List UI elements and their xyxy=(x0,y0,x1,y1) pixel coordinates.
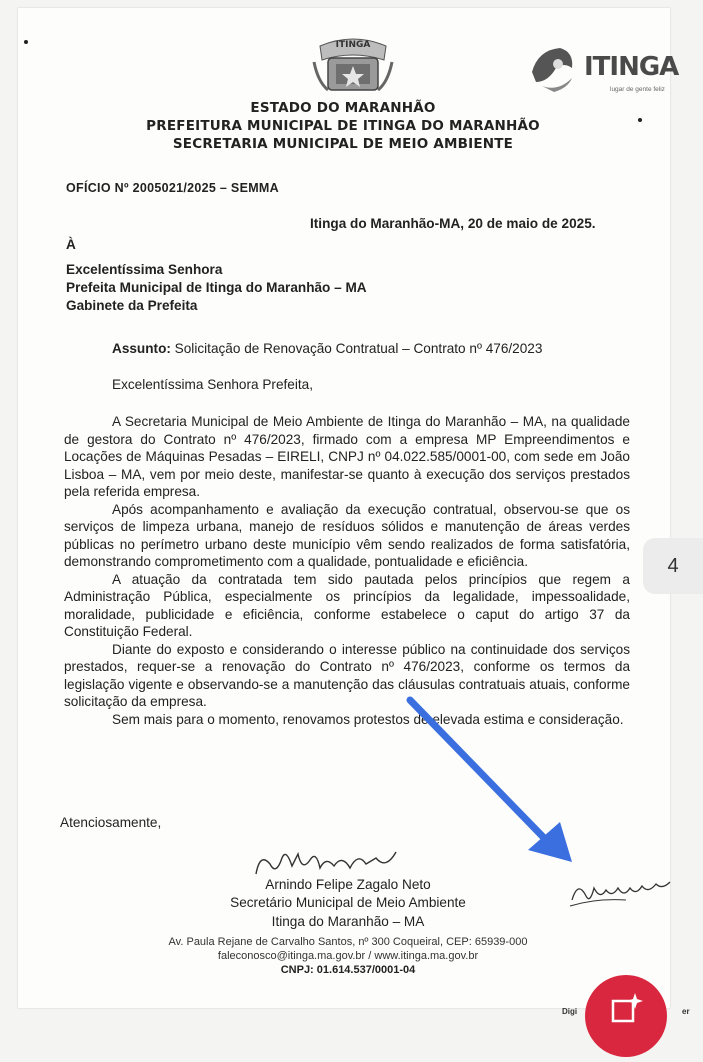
logo-tagline: lugar de gente feliz xyxy=(610,86,665,93)
footer-contact: faleconosco@itinga.ma.gov.br / www.itinga.ma.gov.br xyxy=(217,950,479,962)
oficio-number: OFÍCIO Nº 2005021/2025 – SEMMA xyxy=(66,181,279,195)
page-number-tab[interactable]: 4 xyxy=(643,538,703,594)
header-prefecture: PREFEITURA MUNICIPAL DE ITINGA DO MARANHÃO xyxy=(146,118,540,134)
scan-dot xyxy=(24,40,28,44)
footer-cnpj: CNPJ: 01.614.537/0001-04 xyxy=(280,964,416,976)
header-secretariat: SECRETARIA MUNICIPAL DE MEIO AMBIENTE xyxy=(172,136,514,152)
greeting: Excelentíssima Senhora Prefeita, xyxy=(112,377,313,392)
edit-sparkle-icon xyxy=(585,975,667,1057)
body-paragraph-1: A Secretaria Municipal de Meio Ambiente de Itinga do Maranhão – MA, na qualidade de gestora do Contrato nº 476/2023, firmado com a empresa MP Empreendimentos e Locações de Máquinas Pesadas – EIRELI, CNPJ nº 04.022.585/0001-00, com sede em João Lisboa – MA, vem por meio deste, manifestar-se quanto à execução dos serviços prestados pela referida empresa. xyxy=(64,414,630,499)
floating-action-button[interactable] xyxy=(585,975,667,1057)
digital-label-left: Digi xyxy=(562,1007,578,1016)
signer-role: Secretário Municipal de Meio Ambiente xyxy=(230,895,466,910)
footer-address: Av. Paula Rejane de Carvalho Santos, nº 300 Coqueiral, CEP: 65939-000 xyxy=(168,936,528,948)
scan-dot xyxy=(638,118,642,122)
addressee-line2: Prefeita Municipal de Itinga do Maranhão – MA xyxy=(66,280,367,295)
logo-wordmark: ITINGA xyxy=(584,52,679,82)
subject-text: Solicitação de Renovação Contratual – Contrato nº 476/2023 xyxy=(170,341,543,356)
signer-name: Arnindo Felipe Zagalo Neto xyxy=(265,877,431,892)
addressee-line3: Gabinete da Prefeita xyxy=(66,298,198,313)
addressee-prefix: À xyxy=(66,237,76,252)
body-paragraph-4: Diante do exposto e considerando o interesse público na continuidade dos serviços prestados, requer-se a renovação do Contrato nº 476/2023, conforme os termos da legislação vigente e observando-se a manutenção das cláusulas contratuais atuais, conforme solicitação da empresa. xyxy=(64,641,630,709)
signer-place: Itinga do Maranhão – MA xyxy=(271,914,425,929)
closing: Atenciosamente, xyxy=(60,815,162,830)
subject-label: Assunto: xyxy=(112,341,171,356)
body-paragraph-2: Após acompanhamento e avaliação da execução contratual, observou-se que os serviços de limpeza urbana, manejo de resíduos sólidos e manutenção de áreas verdes públicas no perímetro urbano deste município vêm sendo realizados de forma satisfatória, demonstrando comprometimento com a qualidade, pontualidade e eficiência. xyxy=(64,501,630,569)
date-line: Itinga do Maranhão-MA, 20 de maio de 2025. xyxy=(310,216,596,231)
header-state: ESTADO DO MARANHÃO xyxy=(250,100,436,116)
body-paragraph-5: Sem mais para o momento, renovamos protestos de elevada estima e consideração. xyxy=(112,711,624,727)
addressee-line1: Excelentíssima Senhora xyxy=(66,262,223,277)
digital-label-right: er xyxy=(682,1007,690,1016)
svg-text:ITINGA: ITINGA xyxy=(335,40,371,50)
body-paragraph-3: A atuação da contratada tem sido pautada pelos princípios que regem a Administração Pública, especialmente os princípios da legalidade, impessoalidade, moralidade, publicidade e eficiência, conforme estabelece o caput do artigo 37 da Constituição Federal. xyxy=(64,571,630,639)
